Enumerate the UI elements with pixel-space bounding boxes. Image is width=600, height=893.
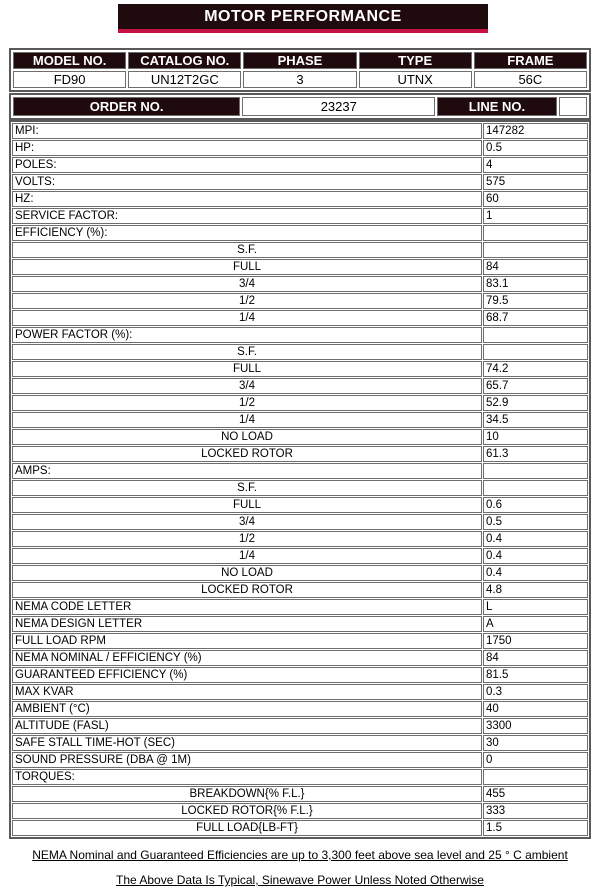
table-row <box>12 191 588 207</box>
table-row <box>12 803 588 819</box>
table-row <box>12 412 588 428</box>
table-row <box>12 157 588 173</box>
spec-value: A <box>483 616 588 632</box>
spec-label: MAX KVAR <box>12 684 482 700</box>
spec-value: 1.5 <box>483 820 588 836</box>
spec-label: NO LOAD <box>12 429 482 445</box>
table-row <box>12 548 588 564</box>
spec-label: S.F. <box>12 242 482 258</box>
info-column-header: FRAME <box>474 52 587 69</box>
spec-label: TORQUES: <box>12 769 482 785</box>
order-line-row <box>13 97 587 116</box>
table-row <box>12 650 588 666</box>
info-column-value: 3 <box>243 71 356 88</box>
footnotes <box>0 848 600 887</box>
spec-label: BREAKDOWN{% F.L.} <box>12 786 482 802</box>
table-row <box>12 514 588 530</box>
spec-value: 455 <box>483 786 588 802</box>
spec-label: NEMA DESIGN LETTER <box>12 616 482 632</box>
table-row <box>12 480 588 496</box>
spec-value <box>483 480 588 496</box>
spec-value: 147282 <box>483 123 588 139</box>
motor-id-table <box>9 48 591 92</box>
spec-label: LOCKED ROTOR{% F.L.} <box>12 803 482 819</box>
spec-label: POWER FACTOR (%): <box>12 327 482 343</box>
spec-value: 34.5 <box>483 412 588 428</box>
info-value-row <box>13 71 587 88</box>
table-row <box>12 208 588 224</box>
spec-value: 83.1 <box>483 276 588 292</box>
spec-label: 1/2 <box>12 531 482 547</box>
table-row <box>12 327 588 343</box>
table-row <box>12 786 588 802</box>
spec-value <box>483 344 588 360</box>
spec-value: 79.5 <box>483 293 588 309</box>
spec-value: 3300 <box>483 718 588 734</box>
spec-value <box>483 225 588 241</box>
table-row <box>12 735 588 751</box>
spec-label: FULL LOAD{LB-FT} <box>12 820 482 836</box>
spec-value <box>483 463 588 479</box>
motor-performance-sheet <box>0 4 600 887</box>
performance-data-table <box>9 120 591 839</box>
table-row <box>12 701 588 717</box>
spec-value <box>483 769 588 785</box>
spec-label: HZ: <box>12 191 482 207</box>
spec-label: SERVICE FACTOR: <box>12 208 482 224</box>
spec-value: 1750 <box>483 633 588 649</box>
spec-label: MPI: <box>12 123 482 139</box>
spec-label: VOLTS: <box>12 174 482 190</box>
spec-value: 74.2 <box>483 361 588 377</box>
spec-label: AMPS: <box>12 463 482 479</box>
spec-value: 575 <box>483 174 588 190</box>
spec-value: L <box>483 599 588 615</box>
spec-value: 68.7 <box>483 310 588 326</box>
spec-label: HP: <box>12 140 482 156</box>
spec-label: AMBIENT (°C) <box>12 701 482 717</box>
spec-label: 3/4 <box>12 378 482 394</box>
table-row <box>12 259 588 275</box>
spec-value: 60 <box>483 191 588 207</box>
spec-value: 0.5 <box>483 140 588 156</box>
spec-label: 1/2 <box>12 395 482 411</box>
table-row <box>12 497 588 513</box>
spec-label: ALTITUDE (FASL) <box>12 718 482 734</box>
table-row <box>12 446 588 462</box>
spec-value: 0.3 <box>483 684 588 700</box>
spec-label: FULL <box>12 361 482 377</box>
page-title: MOTOR PERFORMANCE <box>118 4 488 29</box>
order-no-label: ORDER NO. <box>13 97 240 116</box>
spec-value: 4.8 <box>483 582 588 598</box>
table-row <box>12 361 588 377</box>
spec-value: 0.4 <box>483 531 588 547</box>
spec-label: 1/4 <box>12 548 482 564</box>
table-row <box>12 344 588 360</box>
spec-label: EFFICIENCY (%): <box>12 225 482 241</box>
order-no-value: 23237 <box>242 97 435 116</box>
spec-value: 40 <box>483 701 588 717</box>
table-row <box>12 565 588 581</box>
info-column-header: TYPE <box>359 52 472 69</box>
table-row <box>12 242 588 258</box>
info-column-value: 56C <box>474 71 587 88</box>
table-row <box>12 225 588 241</box>
table-row <box>12 820 588 836</box>
spec-value: 10 <box>483 429 588 445</box>
table-row <box>12 599 588 615</box>
spec-label: NEMA NOMINAL / EFFICIENCY (%) <box>12 650 482 666</box>
footnote-efficiency: NEMA Nominal and Guaranteed Efficiencies are up to 3,300 feet above sea level and 25 ° C ambient <box>32 848 568 862</box>
spec-value: 84 <box>483 650 588 666</box>
table-row <box>12 395 588 411</box>
spec-value: 0.5 <box>483 514 588 530</box>
info-column-header: PHASE <box>243 52 356 69</box>
spec-label: NO LOAD <box>12 565 482 581</box>
spec-label: SOUND PRESSURE (DBA @ 1M) <box>12 752 482 768</box>
spec-label: FULL <box>12 259 482 275</box>
footnote-typical: The Above Data Is Typical, Sinewave Power Unless Noted Otherwise <box>116 873 484 887</box>
spec-value <box>483 327 588 343</box>
spec-value: 0.6 <box>483 497 588 513</box>
info-header-row <box>13 52 587 69</box>
table-row <box>12 769 588 785</box>
table-row <box>12 276 588 292</box>
title-banner <box>118 4 488 33</box>
info-column-value: UN12T2GC <box>128 71 241 88</box>
spec-label: S.F. <box>12 480 482 496</box>
table-row <box>12 463 588 479</box>
info-column-value: FD90 <box>13 71 126 88</box>
table-row <box>12 582 588 598</box>
spec-value: 84 <box>483 259 588 275</box>
spec-value: 0.4 <box>483 548 588 564</box>
spec-label: POLES: <box>12 157 482 173</box>
info-column-value: UTNX <box>359 71 472 88</box>
spec-label: GUARANTEED EFFICIENCY (%) <box>12 667 482 683</box>
spec-label: LOCKED ROTOR <box>12 582 482 598</box>
table-row <box>12 123 588 139</box>
spec-value: 65.7 <box>483 378 588 394</box>
table-row <box>12 140 588 156</box>
table-row <box>12 684 588 700</box>
table-row <box>12 718 588 734</box>
table-row <box>12 616 588 632</box>
table-row <box>12 293 588 309</box>
spec-label: FULL <box>12 497 482 513</box>
spec-value: 30 <box>483 735 588 751</box>
spec-label: FULL LOAD RPM <box>12 633 482 649</box>
table-row <box>12 174 588 190</box>
spec-label: 1/2 <box>12 293 482 309</box>
line-no-label: LINE NO. <box>437 97 556 116</box>
spec-label: 3/4 <box>12 276 482 292</box>
table-row <box>12 310 588 326</box>
line-no-value <box>559 97 587 116</box>
table-row <box>12 752 588 768</box>
table-row <box>12 633 588 649</box>
spec-value: 4 <box>483 157 588 173</box>
table-row <box>12 667 588 683</box>
spec-label: 1/4 <box>12 412 482 428</box>
spec-value: 333 <box>483 803 588 819</box>
spec-label: SAFE STALL TIME-HOT (SEC) <box>12 735 482 751</box>
info-column-header: CATALOG NO. <box>128 52 241 69</box>
spec-label: 3/4 <box>12 514 482 530</box>
spec-label: NEMA CODE LETTER <box>12 599 482 615</box>
spec-label: 1/4 <box>12 310 482 326</box>
table-row <box>12 531 588 547</box>
title-accent-stripe <box>118 29 488 33</box>
spec-value: 81.5 <box>483 667 588 683</box>
spec-value: 0.4 <box>483 565 588 581</box>
spec-value: 0 <box>483 752 588 768</box>
table-row <box>12 429 588 445</box>
info-column-header: MODEL NO. <box>13 52 126 69</box>
spec-label: S.F. <box>12 344 482 360</box>
table-row <box>12 378 588 394</box>
spec-value: 1 <box>483 208 588 224</box>
spec-label: LOCKED ROTOR <box>12 446 482 462</box>
spec-value: 52.9 <box>483 395 588 411</box>
spec-value <box>483 242 588 258</box>
order-line-table <box>9 93 591 120</box>
spec-value: 61.3 <box>483 446 588 462</box>
